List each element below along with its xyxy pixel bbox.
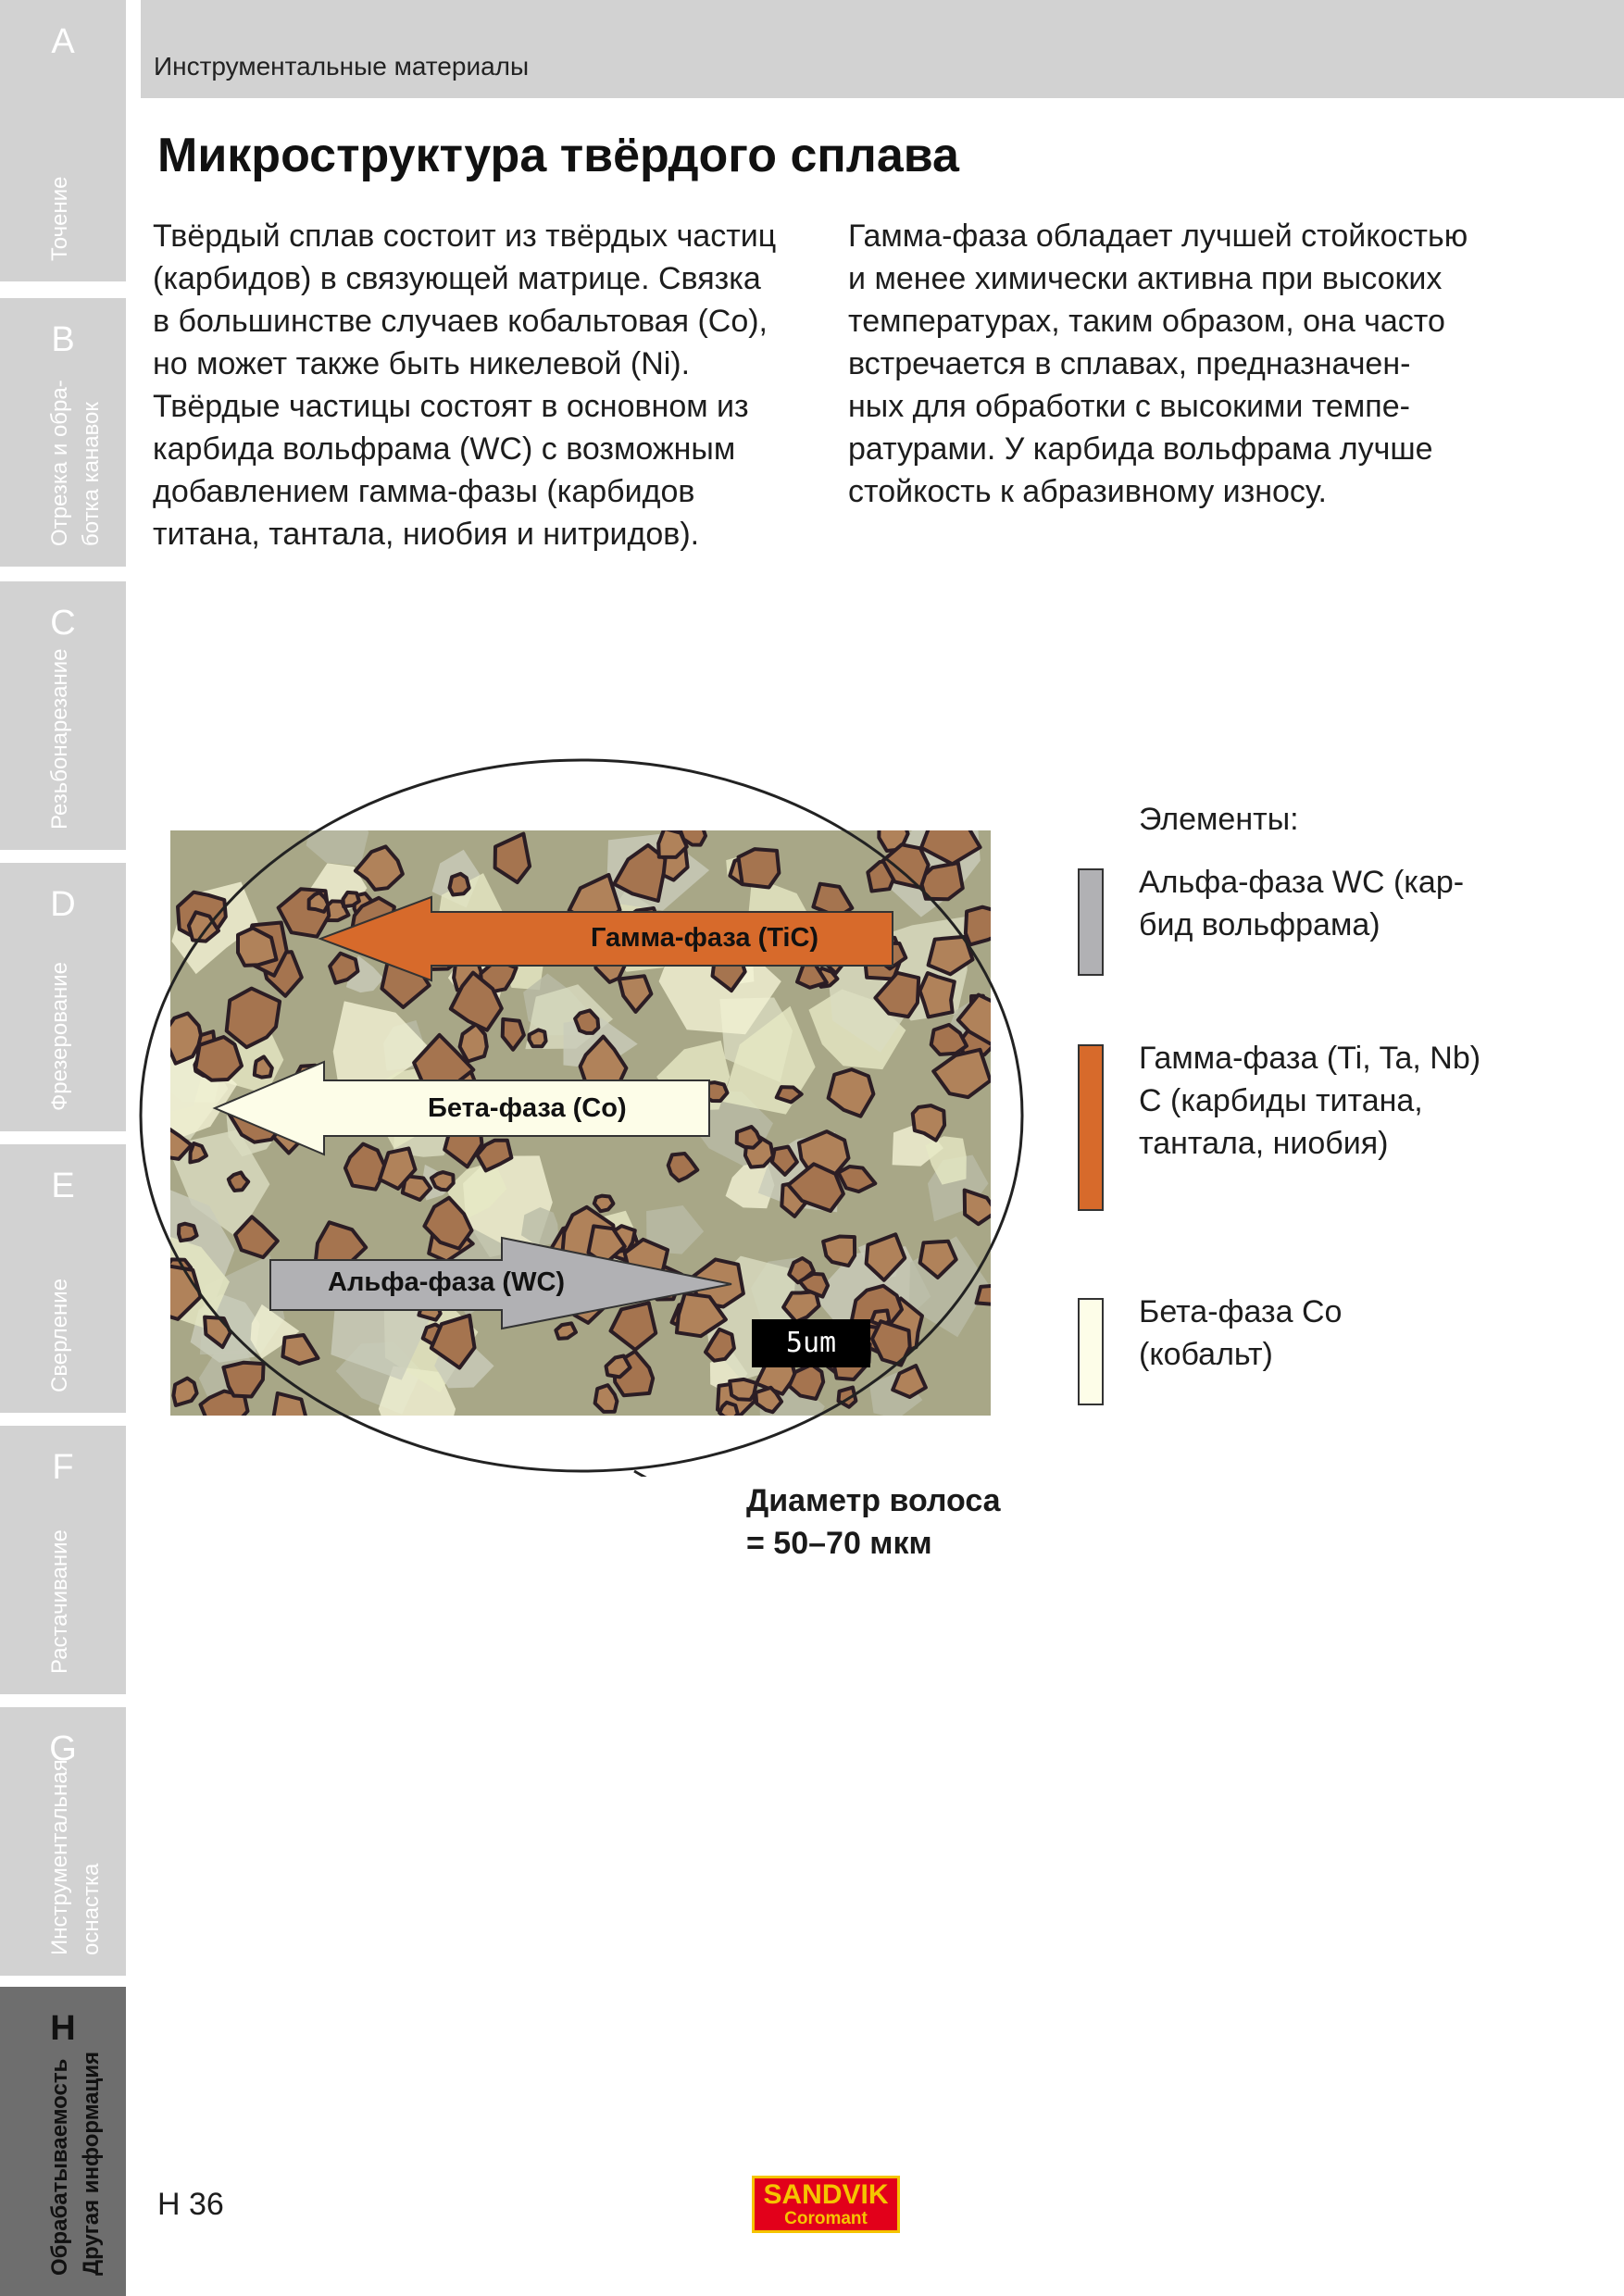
hair-diameter-caption: [746, 1479, 1001, 1565]
logo-sub: Coromant: [784, 2209, 868, 2228]
tab-letter: E: [51, 1167, 75, 1205]
text-line: температурах, таким образом, она часто: [848, 304, 1445, 339]
body-column-left: [153, 215, 829, 555]
legend-line: Альфа-фаза WC (кар-: [1139, 865, 1465, 900]
section-sidebar: [0, 0, 126, 2296]
tab-letter: B: [51, 320, 75, 359]
tab-letter: F: [52, 1448, 74, 1487]
tab-label: ботка канавок: [79, 402, 104, 546]
tab-labels: [44, 298, 107, 546]
tab-labels: [44, 1707, 107, 1955]
logo-brand: SANDVIK: [763, 2179, 889, 2210]
text-line: титана, тантала, ниобия и нитридов).: [153, 517, 700, 552]
tab-labels: [44, 0, 76, 261]
text-line: встречается в сплавах, предназначен-: [848, 346, 1411, 381]
tab-g[interactable]: [0, 1707, 126, 1976]
tab-label: Точение: [47, 176, 72, 261]
legend-swatch-gamma: [1078, 1044, 1104, 1211]
tab-label: Фрезерование: [47, 961, 72, 1111]
tab-e[interactable]: [0, 1144, 126, 1413]
text-line: Твёрдые частицы состоят в основном из: [153, 389, 749, 424]
tab-letter: A: [51, 22, 75, 61]
legend-line: C (карбиды титана,: [1139, 1083, 1423, 1118]
tab-label: Сверление: [47, 1278, 72, 1392]
text-line: Гамма-фаза обладает лучшей стойкостью: [848, 218, 1468, 254]
tab-labels: [44, 863, 76, 1111]
tab-b[interactable]: [0, 298, 126, 567]
legend-line: Бета-фаза Co: [1139, 1294, 1343, 1329]
caption-line: Диаметр волоса: [746, 1483, 1001, 1518]
header-bar: [141, 0, 1624, 98]
legend-line: бид вольфрама): [1139, 907, 1380, 942]
tab-h[interactable]: [0, 1987, 126, 2296]
tab-label: Обрабатываемость: [47, 2058, 72, 2276]
breadcrumb: Инструментальные материалы: [154, 52, 530, 81]
tab-c[interactable]: [0, 581, 126, 850]
tab-label: Резьбонарезание: [47, 648, 72, 830]
text-line: ных для обработки с высокими темпе-: [848, 389, 1410, 424]
text-line: и менее химически активна при высоких: [848, 261, 1443, 296]
tab-letter: G: [49, 1729, 77, 1768]
tab-label: Инструментальная: [47, 1759, 72, 1955]
text-line: в большинстве случаев кобальтовая (Co),: [153, 304, 768, 339]
legend-text: [1139, 1291, 1342, 1376]
text-line: Твёрдый сплав состоит из твёрдых частиц: [153, 218, 777, 254]
tab-letter: H: [50, 2009, 76, 2048]
legend-swatch-beta: [1078, 1298, 1104, 1405]
page-title: Микроструктура твёрдого сплава: [157, 129, 959, 182]
tab-labels: [44, 581, 76, 830]
microstructure-figure: [139, 755, 1046, 1477]
legend-line: тантала, ниобия): [1139, 1126, 1389, 1161]
gamma-arrow-label: Гамма-фаза (TiC): [591, 923, 819, 953]
tab-label: оснастка: [79, 1863, 104, 1955]
text-line: добавлением гамма-фазы (карбидов: [153, 474, 695, 509]
page-number: H 36: [157, 2187, 224, 2222]
legend-line: Гамма-фаза (Ti, Ta, Nb): [1139, 1041, 1481, 1076]
caption-line: = 50–70 мкм: [746, 1526, 932, 1561]
hair-leader-line: [634, 1471, 746, 1477]
tab-labels: [44, 1144, 76, 1392]
tab-letter: C: [50, 604, 76, 643]
tab-d[interactable]: [0, 863, 126, 1131]
scale-bar: 5um: [752, 1319, 870, 1367]
sandvik-coromant-logo: [752, 2176, 900, 2233]
legend-swatch-alpha: [1078, 868, 1104, 976]
tab-labels: [44, 1426, 76, 1674]
tab-label: Другая информация: [79, 2051, 104, 2276]
beta-arrow-label: Бета-фаза (Co): [428, 1093, 627, 1123]
legend-title: Элементы:: [1139, 802, 1299, 837]
legend-text: [1139, 861, 1464, 946]
tab-letter: D: [50, 885, 76, 924]
text-line: (карбидов) в связующей матрице. Связка: [153, 261, 761, 296]
legend-line: (кобальт): [1139, 1337, 1273, 1372]
text-line: но может также быть никелевой (Ni).: [153, 346, 691, 381]
text-line: стойкость к абразивному износу.: [848, 474, 1327, 509]
tab-labels: [44, 1987, 107, 2276]
tab-f[interactable]: [0, 1426, 126, 1694]
legend-text: [1139, 1037, 1480, 1165]
text-line: карбида вольфрама (WC) с возможным: [153, 431, 736, 467]
body-column-right: [848, 215, 1524, 513]
tab-a[interactable]: [0, 0, 126, 281]
tab-label: Растачивание: [47, 1529, 72, 1674]
text-line: ратурами. У карбида вольфрама лучше: [848, 431, 1433, 467]
alpha-arrow-label: Альфа-фаза (WC): [328, 1267, 566, 1297]
tab-label: Отрезка и обра-: [47, 380, 72, 546]
